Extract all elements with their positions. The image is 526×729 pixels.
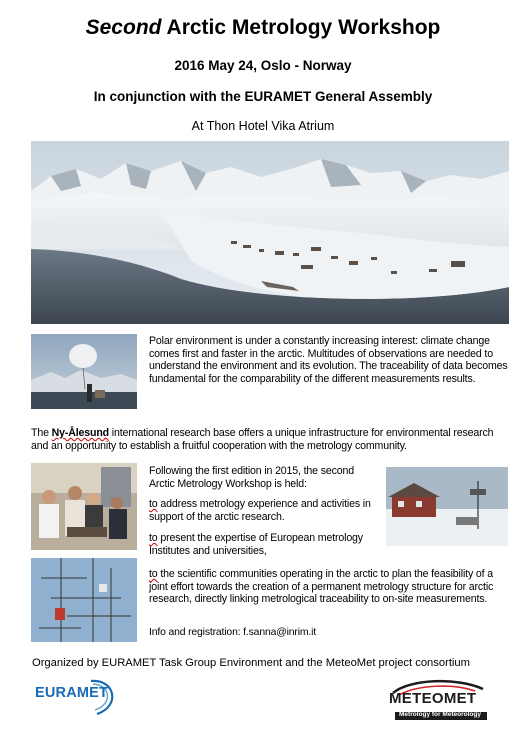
info-registration: Info and registration: f.sanna@inrim.it xyxy=(149,627,316,638)
station-house-photo xyxy=(386,467,508,546)
arctic-landscape-photo xyxy=(31,141,509,324)
goal-1-text: address metrology experience and activities in support of the arctic research. xyxy=(149,498,371,523)
goal-3-text: the scientific communities operating in the arctic to plan the feasibility of a joint effort towards the creation of a permanent metrology structure for arctic research, directly linking metrological traceability to on-site measurements. xyxy=(149,568,494,605)
meteomet-logo-text: METEOMET xyxy=(389,690,477,707)
title-rest: Arctic Metrology Workshop xyxy=(161,16,441,39)
lab-people-photo xyxy=(31,463,137,550)
workshop-lead xyxy=(149,465,381,490)
goal-2-text: present the expertise of European metrology Institutes and universities, xyxy=(149,532,363,557)
conjunction-note: In conjunction with the EURAMET General Assembly xyxy=(93,89,433,104)
goal-3-first-word: to xyxy=(149,568,158,580)
weather-balloon-photo xyxy=(31,334,137,409)
intro-text: Polar environment is under a constantly increasing interest: climate change comes first and faster in the arctic. Multitudes of observations are needed to understand the environment and its evolution. The traceability of data becomes fundamental for the comparability of the different measurements results. xyxy=(149,335,508,385)
goal-item-2 xyxy=(149,532,381,557)
venue: At Thon Hotel Vika Atrium xyxy=(191,119,335,133)
goal-item-3 xyxy=(149,568,511,606)
research-base-paragraph xyxy=(31,427,512,452)
antenna-mast-photo xyxy=(31,558,137,642)
page-title xyxy=(0,16,526,40)
workshop-lead-text: Following the first edition in 2015, the second Arctic Metrology Workshop is held: xyxy=(149,465,354,490)
goal-item-1 xyxy=(149,498,381,523)
date-location: 2016 May 24, Oslo - Norway xyxy=(174,58,352,73)
goal-1-first-word: to xyxy=(149,498,158,510)
intro-paragraph xyxy=(149,335,511,385)
research-base-suffix: international research base offers a unique infrastructure for environmental research and an opportunity to establish a fruitful cooperation with the metrology community. xyxy=(31,427,494,452)
euramet-logo xyxy=(35,676,117,718)
goal-2-first-word: to xyxy=(149,532,158,544)
research-base-prefix: The xyxy=(31,427,52,439)
meteomet-tagline: Metrology for Meteorology xyxy=(399,711,481,718)
meteomet-logo xyxy=(387,677,495,721)
ny-alesund-name: Ny-Ålesund xyxy=(51,427,109,439)
organized-by: Organized by EURAMET Task Group Environment and the MeteoMet project consortium xyxy=(32,657,470,669)
title-italic: Second xyxy=(85,16,162,39)
euramet-logo-text: EURAMET xyxy=(35,685,109,701)
